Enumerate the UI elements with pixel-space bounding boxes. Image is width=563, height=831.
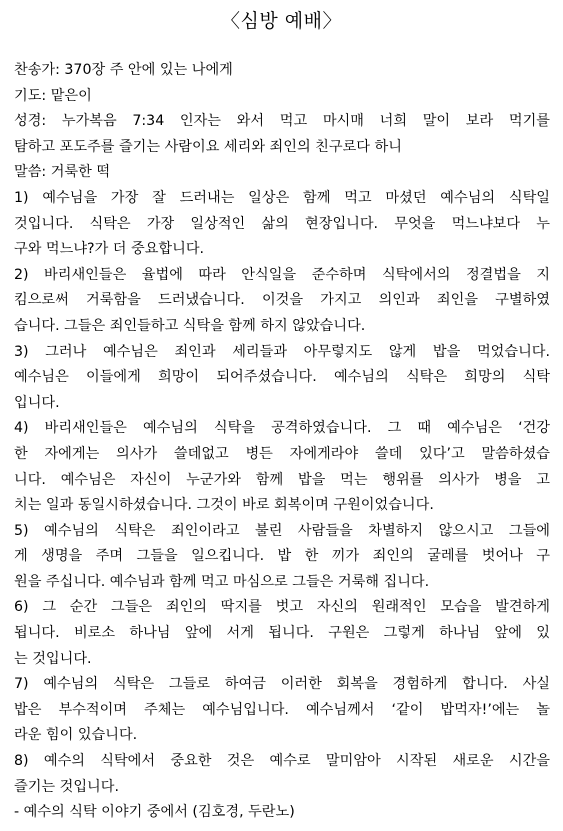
body-line: 니다. 예수님은 자신이 누군가와 함께 밥을 먹는 행위를 의사가 병을 고 <box>14 471 550 488</box>
body-line: 는 것입니다. <box>14 650 92 667</box>
body-line: 즐기는 것입니다. <box>14 778 119 795</box>
scripture-line: 성경: 누가복음 7:34 인자는 와서 먹고 마시매 너희 말이 보라 먹기를 <box>14 113 550 130</box>
hymn-line: 찬송가: 370장 주 안에 있는 나에게 <box>14 62 233 78</box>
body-line: 한 자에게는 의사가 쓸데없고 병든 자에게라야 쓸데 있다’고 말씀하셨습 <box>14 445 550 462</box>
body-line: 1) 예수님을 가장 잘 드러내는 일상은 함께 먹고 마셨던 예수님의 식탁일 <box>14 189 550 206</box>
document-body <box>14 58 550 826</box>
body-line: 입니다. <box>14 394 60 411</box>
body-line: 습니다. 그들은 죄인들하고 식탁을 함께 하지 않았습니다. <box>14 317 366 334</box>
body-line: 킴으로써 거룩함을 드러냈습니다. 이것을 가지고 의인과 죄인을 구별하였 <box>14 292 551 309</box>
page-title: 〈심방 예배〉 <box>221 10 342 32</box>
body-line: 치는 일과 동일시하셨습니다. 그것이 바로 회복이며 구원이었습니다. <box>14 497 434 514</box>
scripture-line: 탐하고 포도주를 즐기는 사람이요 세리와 죄인의 친구로다 하니 <box>14 138 402 155</box>
body-line: 라운 힘이 있습니다. <box>14 727 138 744</box>
body-line: 것입니다. 식탁은 가장 일상적인 삶의 현장입니다. 무엇을 먹느냐보다 누 <box>14 215 550 232</box>
body-line: 4) 바리새인들은 예수님의 식탁을 공격하였습니다. 그 때 예수님은 ‘건강 <box>14 420 550 437</box>
body-line: 7) 예수님의 식탁은 그들로 하여금 이러한 회복을 경험하게 합니다. 사실 <box>14 676 550 693</box>
body-line: 원을 주십니다. 예수님과 함께 먹고 마심으로 그들은 거룩해 집니다. <box>14 573 430 590</box>
body-line: 5) 예수님의 식탁은 죄인이라고 불린 사람들을 차별하지 않으시고 그들에 <box>14 522 550 539</box>
body-line: 게 생명을 주며 그들을 일으킵니다. 밥 한 끼가 죄인의 굴레를 벗어나 구 <box>14 548 550 565</box>
prayer-line: 기도: 맡은이 <box>14 87 92 104</box>
body-line: 구와 먹느냐?가 더 중요합니다. <box>14 241 205 258</box>
body-line: 밥은 부수적이며 주체는 예수님입니다. 예수님께서 ‘같이 밥먹자!’에는 놀 <box>14 701 550 718</box>
body-line: 8) 예수의 식탁에서 중요한 것은 예수로 말미암아 시작된 새로운 시간을 <box>14 753 550 770</box>
body-line: 예수님은 이들에게 희망이 되어주셨습니다. 예수님의 식탁은 희망의 식탁 <box>14 369 550 386</box>
source-citation: - 예수의 식탁 이야기 중에서 (김호경, 두란노) <box>14 804 295 821</box>
body-line: 됩니다. 비로소 하나님 앞에 서게 됩니다. 구원은 그렇게 하나님 앞에 있 <box>14 625 550 642</box>
body-line: 6) 그 순간 그들은 죄인의 딱지를 벗고 자신의 원래적인 모습을 발견하게 <box>14 599 550 616</box>
sermon-title-line: 말씀: 거룩한 떡 <box>14 164 111 181</box>
body-line: 2) 바리새인들은 율법에 따라 안식일을 준수하며 식탁에서의 정결법을 지 <box>14 266 550 283</box>
body-line: 3) 그러나 예수님은 죄인과 세리들과 아무렇지도 않게 밥을 먹었습니다. <box>14 343 550 360</box>
